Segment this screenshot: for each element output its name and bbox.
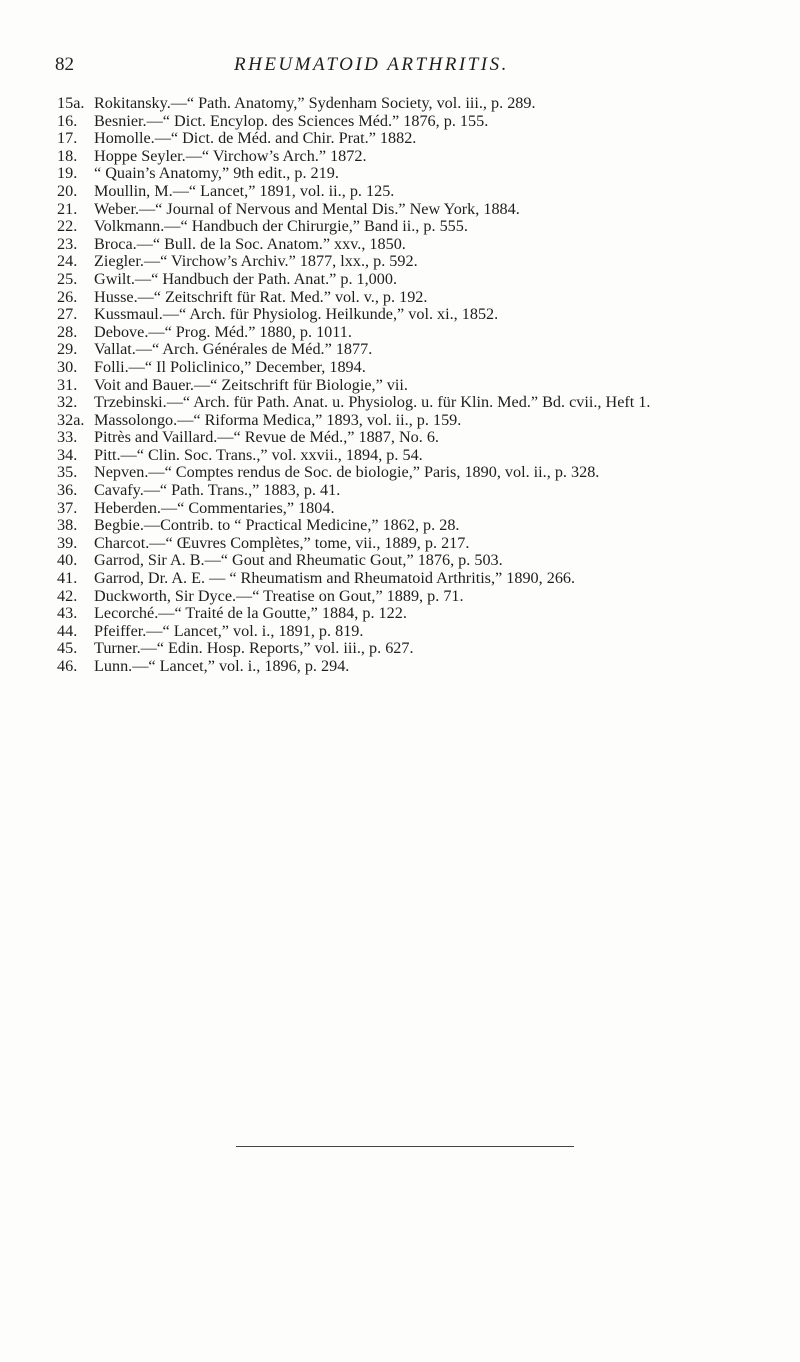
reference-text: Moullin, M.—“ Lancet,” 1891, vol. ii., p. 125. — [94, 181, 395, 200]
reference-number: 29. — [57, 340, 78, 359]
reference-entry — [0, 640, 800, 658]
reference-number: 19. — [57, 164, 78, 183]
reference-text: Kussmaul.—“ Arch. für Physiolog. Heilkunde,” vol. xi., 1852. — [94, 305, 499, 324]
reference-text: Lecorché.—“ Traité de la Goutte,” 1884, p. 122. — [94, 604, 407, 623]
reference-entry — [0, 341, 800, 359]
reference-entry — [0, 605, 800, 623]
reference-entry — [0, 535, 800, 553]
reference-entry — [0, 165, 800, 183]
reference-number: 18. — [57, 146, 78, 165]
reference-number: 46. — [57, 657, 78, 675]
reference-text: Pfeiffer.—“ Lancet,” vol. i., 1891, p. 819. — [94, 621, 364, 640]
running-head: RHEUMATOID ARTHRITIS. — [234, 54, 509, 75]
reference-number: 41. — [57, 569, 78, 588]
reference-text: Homolle.—“ Dict. de Méd. and Chir. Prat.” 1882. — [94, 129, 417, 148]
reference-number: 39. — [57, 533, 78, 552]
reference-entry — [0, 500, 800, 518]
reference-number: 31. — [57, 375, 78, 394]
reference-number: 24. — [57, 252, 78, 271]
reference-entry — [0, 447, 800, 465]
reference-entry — [0, 306, 800, 324]
reference-number: 32. — [57, 393, 78, 412]
reference-number: 38. — [57, 516, 78, 535]
reference-text: Debove.—“ Prog. Méd.” 1880, p. 1011. — [94, 322, 352, 341]
reference-text: Broca.—“ Bull. de la Soc. Anatom.” xxv., 1850. — [94, 234, 406, 253]
reference-text: Cavafy.—“ Path. Trans.,” 1883, p. 41. — [94, 481, 341, 500]
reference-entry — [0, 271, 800, 289]
reference-entry — [0, 517, 800, 535]
reference-text: Hoppe Seyler.—“ Virchow’s Arch.” 1872. — [94, 146, 367, 165]
reference-text: Garrod, Sir A. B.—“ Gout and Rheumatic Gout,” 1876, p. 503. — [94, 551, 503, 570]
reference-text: Trzebinski.—“ Arch. für Path. Anat. u. Physiolog. u. für Klin. Med.” Bd. cvii., Heft 1. — [94, 393, 651, 412]
reference-entry — [0, 253, 800, 271]
reference-text: Duckworth, Sir Dyce.—“ Treatise on Gout,” 1889, p. 71. — [94, 586, 464, 605]
reference-entry — [0, 658, 800, 676]
reference-text: Lunn.—“ Lancet,” vol. i., 1896, p. 294. — [94, 657, 350, 675]
reference-text: Besnier.—“ Dict. Encylop. des Sciences Méd.” 1876, p. 155. — [94, 111, 489, 130]
reference-number: 43. — [57, 604, 78, 623]
reference-entry — [0, 570, 800, 588]
reference-number: 30. — [57, 357, 78, 376]
reference-number: 42. — [57, 586, 78, 605]
reference-text: Pitrès and Vaillard.—“ Revue de Méd.,” 1887, No. 6. — [94, 428, 439, 447]
reference-number: 44. — [57, 621, 78, 640]
reference-number: 28. — [57, 322, 78, 341]
reference-text: “ Quain’s Anatomy,” 9th edit., p. 219. — [94, 164, 339, 183]
reference-entry — [0, 113, 800, 131]
reference-text: Vallat.—“ Arch. Générales de Méd.” 1877. — [94, 340, 373, 359]
reference-text: Weber.—“ Journal of Nervous and Mental Dis.” New York, 1884. — [94, 199, 520, 218]
reference-text: Turner.—“ Edin. Hosp. Reports,” vol. iii., p. 627. — [94, 639, 414, 658]
reference-entry — [0, 324, 800, 342]
reference-number: 34. — [57, 445, 78, 464]
reference-number: 22. — [57, 217, 78, 236]
reference-number: 21. — [57, 199, 78, 218]
reference-text: Nepven.—“ Comptes rendus de Soc. de biologie,” Paris, 1890, vol. ii., p. 328. — [94, 463, 600, 482]
reference-number: 26. — [57, 287, 78, 306]
reference-number: 15a. — [57, 94, 85, 112]
reference-text: Pitt.—“ Clin. Soc. Trans.,” vol. xxvii., 1894, p. 54. — [94, 445, 423, 464]
reference-number: 37. — [57, 498, 78, 517]
reference-entry — [0, 359, 800, 377]
reference-entry — [0, 183, 800, 201]
reference-list — [0, 95, 800, 676]
reference-entry — [0, 482, 800, 500]
reference-text: Voit and Bauer.—“ Zeitschrift für Biologie,” vii. — [94, 375, 408, 394]
page-number: 82 — [55, 54, 74, 75]
reference-number: 17. — [57, 129, 78, 148]
reference-number: 40. — [57, 551, 78, 570]
reference-entry — [0, 130, 800, 148]
reference-number: 25. — [57, 269, 78, 288]
reference-number: 20. — [57, 181, 78, 200]
reference-text: Gwilt.—“ Handbuch der Path. Anat.” p. 1,000. — [94, 269, 398, 288]
reference-entry — [0, 412, 800, 430]
reference-number: 33. — [57, 428, 78, 447]
reference-text: Charcot.—“ Œuvres Complètes,” tome, vii., 1889, p. 217. — [94, 533, 470, 552]
reference-text: Ziegler.—“ Virchow’s Archiv.” 1877, lxx., p. 592. — [94, 252, 418, 271]
reference-entry — [0, 201, 800, 219]
reference-entry — [0, 394, 800, 412]
reference-entry — [0, 95, 800, 113]
reference-number: 45. — [57, 639, 78, 658]
reference-entry — [0, 464, 800, 482]
reference-number: 32a. — [57, 410, 85, 429]
reference-number: 36. — [57, 481, 78, 500]
reference-entry — [0, 623, 800, 641]
page-header — [0, 54, 800, 84]
reference-text: Garrod, Dr. A. E. — “ Rheumatism and Rheumatoid Arthritis,” 1890, 266. — [94, 569, 576, 588]
reference-number: 16. — [57, 111, 78, 130]
reference-entry — [0, 148, 800, 166]
reference-entry — [0, 289, 800, 307]
footer-rule — [236, 1146, 574, 1147]
reference-number: 27. — [57, 305, 78, 324]
reference-text: Folli.—“ Il Policlinico,” December, 1894. — [94, 357, 366, 376]
reference-text: Massolongo.—“ Riforma Medica,” 1893, vol. ii., p. 159. — [94, 410, 462, 429]
reference-text: Heberden.—“ Commentaries,” 1804. — [94, 498, 335, 517]
reference-text: Begbie.—Contrib. to “ Practical Medicine,” 1862, p. 28. — [94, 516, 460, 535]
reference-entry — [0, 218, 800, 236]
reference-number: 23. — [57, 234, 78, 253]
reference-entry — [0, 377, 800, 395]
reference-entry — [0, 552, 800, 570]
reference-number: 35. — [57, 463, 78, 482]
reference-text: Volkmann.—“ Handbuch der Chirurgie,” Band ii., p. 555. — [94, 217, 468, 236]
reference-entry — [0, 429, 800, 447]
reference-text: Husse.—“ Zeitschrift für Rat. Med.” vol. v., p. 192. — [94, 287, 428, 306]
reference-text: Rokitansky.—“ Path. Anatomy,” Sydenham Society, vol. iii., p. 289. — [94, 94, 536, 112]
reference-entry — [0, 236, 800, 254]
reference-entry — [0, 588, 800, 606]
